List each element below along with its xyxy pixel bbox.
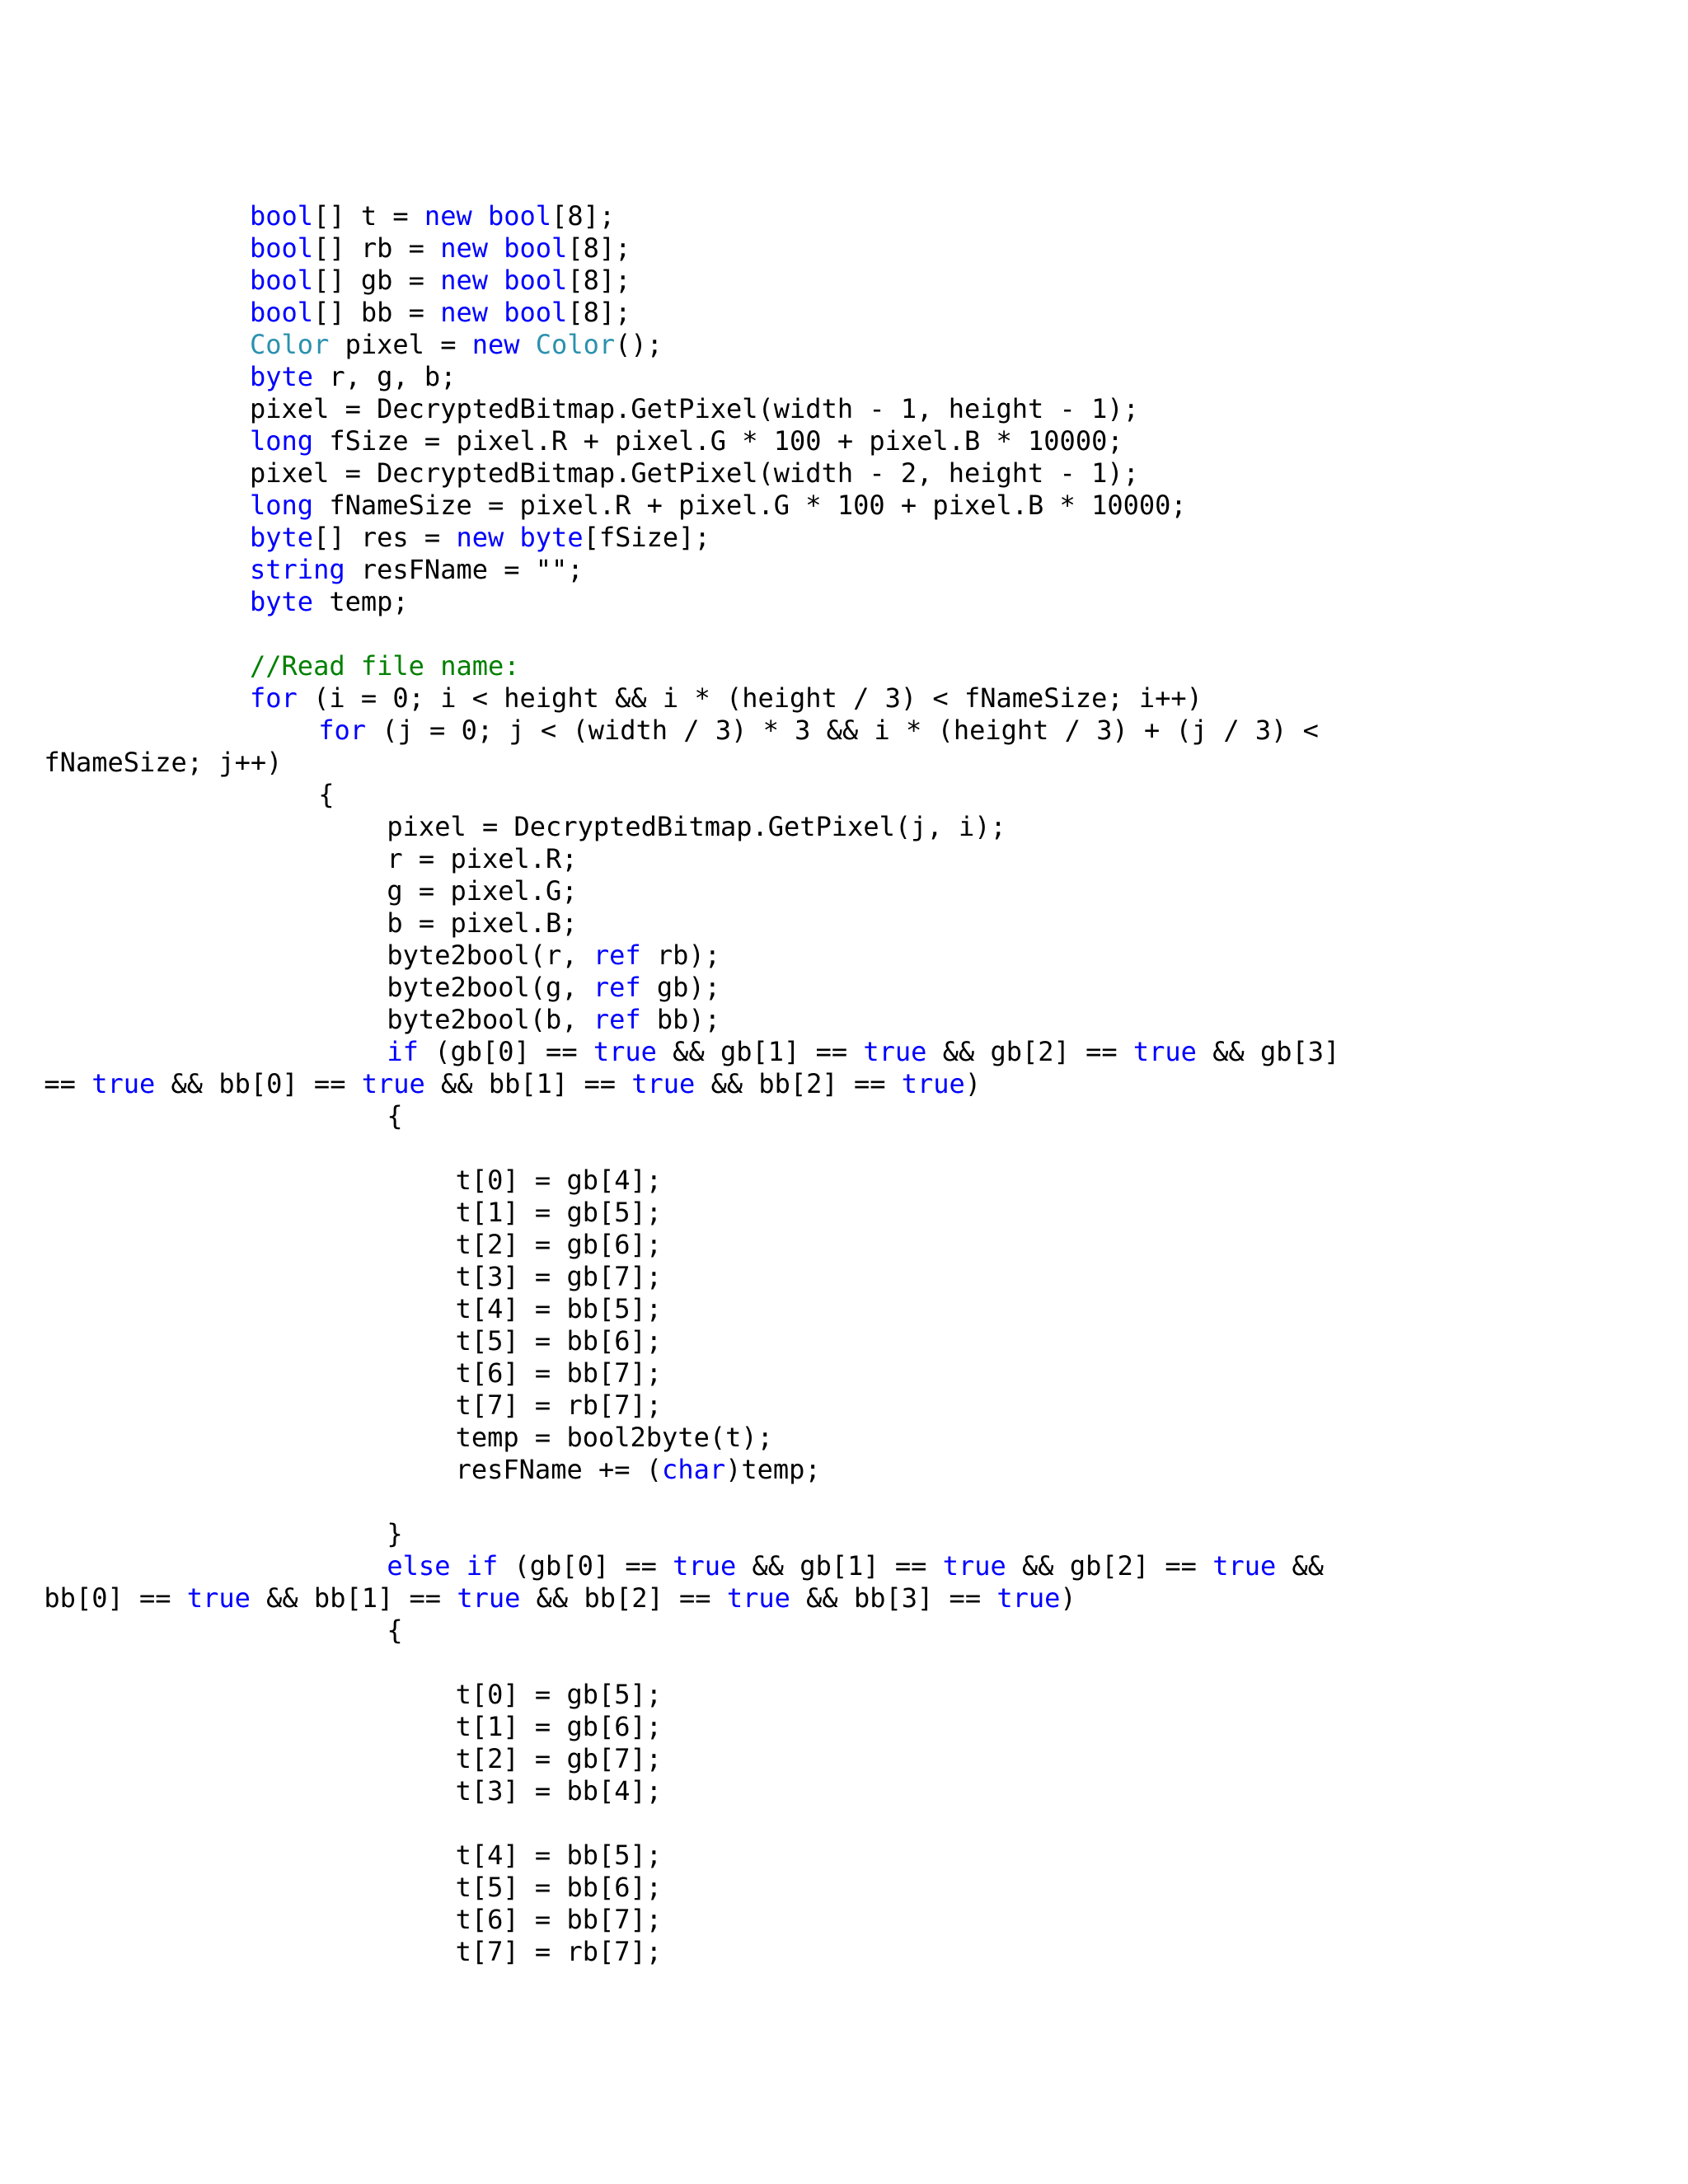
code-line: bool[] gb = new bool[8]; (250, 265, 631, 296)
code-line (250, 618, 1503, 650)
code-line: t[0] = gb[4]; (455, 1165, 663, 1196)
code-line: { (387, 1615, 403, 1646)
code-line: byte r, g, b; (250, 361, 457, 392)
code-line: pixel = DecryptedBitmap.GetPixel(width - 2, height - 1); (250, 457, 1139, 489)
code-line: bool[] bb = new bool[8]; (250, 297, 631, 328)
code-line: byte2bool(b, ref bb); (387, 1004, 720, 1035)
code-line (250, 1807, 1503, 1840)
code-line: t[5] = bb[6]; (455, 1872, 663, 1903)
code-line: t[0] = gb[5]; (455, 1679, 663, 1710)
code-line: r = pixel.R; (387, 843, 578, 874)
code-line: string resFName = ""; (250, 554, 584, 585)
code-line: byte temp; (250, 586, 409, 617)
code-line: long fSize = pixel.R + pixel.G * 100 + pixel.B * 10000; (250, 425, 1123, 457)
code-line (250, 1486, 1503, 1518)
code-line: t[5] = bb[6]; (455, 1325, 663, 1357)
code-line: == true && bb[0] == true && bb[1] == true && bb[2] == true) (44, 1068, 982, 1099)
code-line: b = pixel.B; (387, 907, 578, 939)
code-line: pixel = DecryptedBitmap.GetPixel(j, i); (387, 811, 1006, 842)
code-line: t[6] = bb[7]; (455, 1357, 663, 1389)
code-line: bool[] t = new bool[8]; (250, 200, 616, 232)
code-line: byte[] res = new byte[fSize]; (250, 522, 710, 553)
code-line: for (i = 0; i < height && i * (height / 3) < fNameSize; i++) (250, 682, 1203, 714)
code-line: t[4] = bb[5]; (455, 1293, 663, 1324)
code-line (250, 1132, 1503, 1165)
code-line: Color pixel = new Color(); (250, 329, 663, 360)
code-line: //Read file name: (250, 650, 520, 682)
code-line: t[7] = rb[7]; (455, 1390, 663, 1421)
code-line: t[2] = gb[6]; (455, 1229, 663, 1260)
code-line: if (gb[0] == true && gb[1] == true && gb[2] == true && gb[3] (387, 1036, 1340, 1067)
code-line: bool[] rb = new bool[8]; (250, 232, 631, 264)
code-line: g = pixel.G; (387, 875, 578, 907)
code-line: t[4] = bb[5]; (455, 1840, 663, 1871)
code-line: { (318, 779, 335, 810)
code-line: t[1] = gb[6]; (455, 1711, 663, 1742)
code-line: for (j = 0; j < (width / 3) * 3 && i * (height / 3) + (j / 3) < (318, 715, 1319, 746)
code-line: fNameSize; j++) (44, 747, 283, 778)
code-line: long fNameSize = pixel.R + pixel.G * 100 + pixel.B * 10000; (250, 490, 1187, 521)
code-line: byte2bool(r, ref rb); (387, 940, 720, 971)
code-line: bb[0] == true && bb[1] == true && bb[2] == true && bb[3] == true) (44, 1582, 1076, 1614)
code-line: { (387, 1100, 403, 1132)
code-line: t[1] = gb[5]; (455, 1197, 663, 1228)
code-line: t[3] = bb[4]; (455, 1775, 663, 1807)
code-line: t[3] = gb[7]; (455, 1261, 663, 1292)
code-line: byte2bool(g, ref gb); (387, 972, 720, 1003)
code-line: } (387, 1518, 403, 1549)
code-line: t[6] = bb[7]; (455, 1904, 663, 1935)
code-line (250, 1647, 1503, 1679)
code-line: t[7] = rb[7]; (455, 1936, 663, 1967)
code-line: resFName += (char)temp; (455, 1454, 821, 1485)
code-line: temp = bool2byte(t); (455, 1422, 773, 1453)
code-line: t[2] = gb[7]; (455, 1743, 663, 1774)
code-listing (44, 200, 1503, 1968)
code-line: pixel = DecryptedBitmap.GetPixel(width - 1, height - 1); (250, 393, 1139, 424)
code-line: else if (gb[0] == true && gb[1] == true && gb[2] == true && (387, 1550, 1325, 1582)
